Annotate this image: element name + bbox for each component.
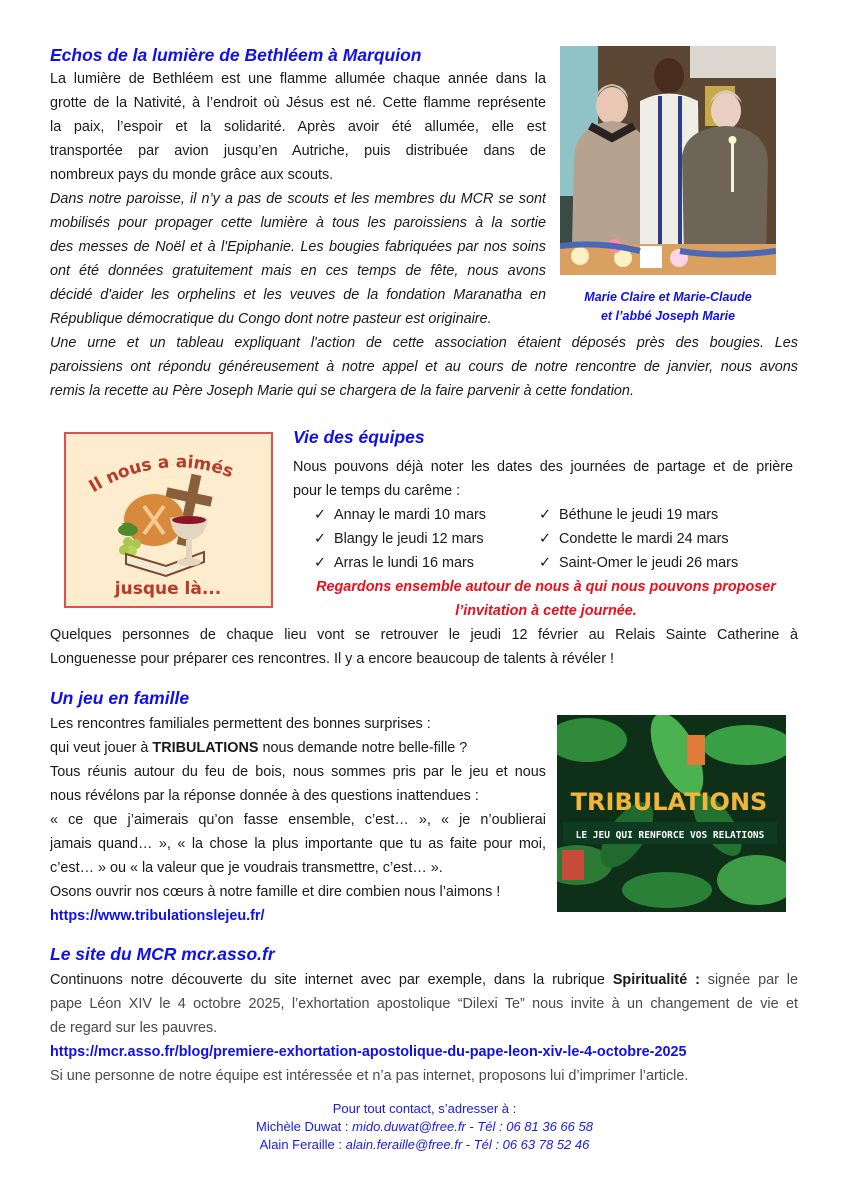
check-icon: ✓	[314, 531, 327, 547]
section1-italic-paragraph	[50, 187, 546, 331]
image-subtitle: LE JEU QUI RENFORCE VOS RELATIONS	[575, 830, 765, 841]
image-title: TRIBULATIONS	[570, 788, 768, 816]
text-line	[50, 736, 546, 760]
group-photo	[560, 46, 776, 275]
text-line: Les rencontres familiales permettent des bonnes surprises :	[50, 716, 431, 732]
date-label: Béthune le jeudi 19 mars	[559, 507, 719, 523]
check-icon: ✓	[539, 555, 552, 571]
section2-after-paragraph	[50, 623, 798, 671]
text-line: Osons ouvrir nos cœurs à notre famille et dire combien nous l’aimons !	[50, 884, 501, 900]
check-icon: ✓	[539, 531, 552, 547]
section1-intro	[50, 67, 546, 187]
date-label: Annay le mardi 10 mars	[334, 507, 486, 523]
date-label: Blangy le jeudi 12 mars	[334, 531, 484, 547]
date-item	[539, 551, 789, 575]
mcr-article-link[interactable]: https://mcr.asso.fr/blog/premiere-exhortation-apostolique-du-pape-leon-xiv-le-4-octobre-2025	[50, 1044, 687, 1060]
section1-full-paragraph	[50, 331, 798, 403]
photo-caption	[560, 288, 776, 326]
text-line: Dans notre paroisse, il n’y a pas de scouts et les membres du MCR se sont	[50, 191, 546, 207]
text-line: décidé d'aider les orphelins et les veuves de la fondation Maranatha en	[50, 287, 546, 303]
contact-line	[0, 1136, 849, 1154]
text-line: Si une personne de notre équipe est intéressée et n’a pas internet, proposons lui d’imprimer l’article.	[50, 1068, 689, 1084]
date-label: Arras le lundi 16 mars	[334, 555, 474, 571]
text-line: pape Léon XIV le 4 octobre 2025, l’exhortation apostolique “Dilexi Te” nous invite à un changement de vie et	[50, 996, 798, 1012]
caption-line: Marie Claire et Marie-Claude	[584, 290, 752, 304]
contact-name: Alain Feraille :	[259, 1137, 346, 1152]
il-nous-a-aimes-image	[64, 432, 273, 608]
date-item	[314, 551, 539, 575]
contact-phone: - Tél : 06 63 78 52 46	[462, 1137, 590, 1152]
callout-line: Regardons ensemble autour de nous à qui nous pouvons proposer	[316, 579, 776, 595]
text-line: Tous réunis autour du feu de bois, nous sommes pris par le jeu et nous	[50, 764, 546, 780]
tribulations-link[interactable]: https://www.tribulationslejeu.fr/	[50, 908, 265, 924]
text-line: Quelques personnes de chaque lieu vont se retrouver le jeudi 12 février au Relais Sainte Catherine à	[50, 627, 798, 643]
text-line: jamais quand… », « la chose la plus importante que tu as faite pour moi,	[50, 836, 546, 852]
date-label: Condette le mardi 24 mars	[559, 531, 729, 547]
section3-paragraph	[50, 712, 546, 928]
text-segment: signée par le	[699, 972, 798, 988]
rubric-name: Spiritualité :	[612, 972, 700, 988]
section-title-bethleem: Echos de la lumière de Bethléem à Marquion	[50, 45, 422, 65]
text-line: la paix, l’espoir et la solidarité. Après avoir été allumée, elle est	[50, 119, 546, 135]
section-title-jeu-en-famille: Un jeu en famille	[50, 688, 190, 708]
text-line: de regard sur les pauvres.	[50, 1020, 218, 1036]
date-item	[314, 527, 539, 551]
text-line: mobilisés pour propager cette lumière à tous les paroissiens à la sortie	[50, 215, 546, 231]
text-line: République démocratique du Congo dont notre pasteur est originaire.	[50, 311, 492, 327]
section-title-site-mcr: Le site du MCR mcr.asso.fr	[50, 944, 275, 964]
text-line: ont été données gratuitement mais en ces temps de fête, nous avons	[50, 263, 546, 279]
text-line: nombreux pays du monde grâce aux scouts.	[50, 167, 334, 183]
lent-dates-list	[314, 503, 789, 575]
text-line: pour le temps du carême :	[293, 483, 461, 499]
check-icon: ✓	[539, 507, 552, 523]
caption-line: et l’abbé Joseph Marie	[600, 309, 736, 323]
contact-block	[0, 1100, 849, 1154]
text-line	[50, 968, 798, 992]
callout-line: l’invitation à cette journée.	[455, 603, 637, 619]
text-line: remis la recette au Père Joseph Marie qui se chargera de la faire parvenir à cette fondation.	[50, 383, 634, 399]
text-line: transportée par avion jusqu’en Autriche, puis distribuée dans de	[50, 143, 546, 159]
check-icon: ✓	[314, 555, 327, 571]
svg-text:Il nous a aimés	[86, 452, 236, 497]
text-segment: Continuons notre découverte du site internet avec par exemple, dans la rubrique	[50, 972, 613, 988]
date-label: Saint-Omer le jeudi 26 mars	[559, 555, 739, 571]
image-text-bottom: jusque là...	[114, 579, 222, 599]
text-line: grotte de la Nativité, à l’endroit où Jésus est né. Cette flamme représente	[50, 95, 546, 111]
group-photo-illustration	[560, 46, 776, 275]
text-segment: qui veut jouer à	[50, 740, 153, 756]
invitation-callout	[286, 575, 806, 623]
text-line: c’est… » ou « la valeur que je voudrais transmettre, c’est… ».	[50, 860, 443, 876]
text-line: des messes de Noël et à l'Epiphanie. Les bougies fabriquées par nos soins	[50, 239, 546, 255]
date-item	[539, 503, 789, 527]
eucharist-illustration	[66, 434, 271, 606]
contact-email[interactable]: alain.feraille@free.fr	[345, 1137, 463, 1152]
text-segment: nous demande notre belle-fille ?	[258, 740, 468, 756]
date-item	[539, 527, 789, 551]
contact-phone: - Tél : 06 81 36 66 58	[465, 1119, 593, 1134]
contact-heading: Pour tout contact, s’adresser à :	[332, 1101, 517, 1116]
text-line: paroissiens ont répondu généreusement à notre appel et au cours de notre rencontre de janvier, nous avons	[50, 359, 798, 375]
section-title-vie-des-equipes: Vie des équipes	[293, 427, 425, 447]
section4-paragraph	[50, 968, 798, 1088]
image-text-top: Il nous a aimés	[85, 452, 236, 497]
contact-email[interactable]: mido.duwat@free.fr	[352, 1119, 466, 1134]
text-line: La lumière de Bethléem est une flamme allumée chaque année dans la	[50, 71, 546, 87]
game-name: TRIBULATIONS	[152, 740, 259, 756]
check-icon: ✓	[314, 507, 327, 523]
text-line: Une urne et un tableau expliquant l'action de cette association étaient déposés près des bougies. Les	[50, 335, 798, 351]
text-line: « ce que j’aimerais qu’on fasse ensemble, c’est… », « je n’oublierai	[50, 812, 546, 828]
tribulations-image	[557, 715, 786, 912]
contact-line	[0, 1118, 849, 1136]
jungle-illustration	[557, 715, 786, 912]
section2-intro	[293, 455, 793, 503]
text-line: Longuenesse pour préparer ces rencontres. Il y a encore beaucoup de talents à révéler !	[50, 651, 614, 667]
contact-name: Michèle Duwat :	[256, 1119, 353, 1134]
date-item	[314, 503, 539, 527]
text-line: nous révélons par la réponse donnée à des questions inattendues :	[50, 788, 479, 804]
text-line: Nous pouvons déjà noter les dates des journées de partage et de prière	[293, 459, 793, 475]
